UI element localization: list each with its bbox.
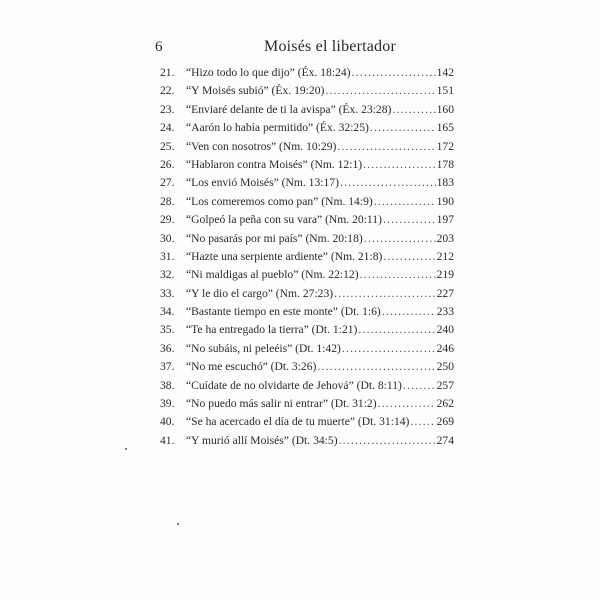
- toc-entry-number: 38.: [160, 378, 175, 392]
- toc-entry: [160, 413, 454, 431]
- toc-entry-title: “Y murió allí Moisés” (Dt. 34:5): [186, 433, 338, 447]
- toc-entry-title: “Bastante tiempo en este monte” (Dt. 1:6): [186, 305, 381, 319]
- toc-entry-title: “Se ha acercado el día de tu muerte” (Dt. 31:14): [186, 415, 410, 429]
- toc-entry-page: 178: [436, 157, 454, 171]
- toc-dot-leader: [410, 413, 435, 431]
- toc-entry-number: 30.: [160, 231, 175, 245]
- toc-dot-leader: [337, 138, 435, 156]
- toc-dot-leader: [352, 64, 436, 82]
- toc-entry-title: “Enviaré delante de ti la avispa” (Éx. 23:28): [186, 102, 392, 116]
- toc-entry-number: 24.: [160, 121, 175, 135]
- toc-entry-number: 41.: [160, 433, 175, 447]
- toc-entry-number: 25.: [160, 139, 175, 153]
- toc-entry-number: 40.: [160, 415, 175, 429]
- toc-entry: [160, 156, 454, 174]
- toc-entry-title: “No puedo más salir ni entrar” (Dt. 31:2): [186, 397, 377, 411]
- toc-entry-title: “Y Moisés subió” (Éx. 19:20): [186, 84, 325, 98]
- toc-entry: [160, 119, 454, 137]
- toc-entry: [160, 101, 454, 119]
- toc-entry: [160, 138, 454, 156]
- toc-entry: [160, 358, 454, 376]
- toc-dot-leader: [358, 321, 435, 339]
- toc-dot-leader: [325, 82, 435, 100]
- toc-entry-page: 203: [436, 231, 454, 245]
- toc-entry-number: 26.: [160, 157, 175, 171]
- toc-dot-leader: [403, 377, 436, 395]
- toc-dot-leader: [339, 432, 436, 450]
- toc-dot-leader: [382, 303, 436, 321]
- toc-entry-page: 274: [436, 433, 454, 447]
- toc-entry-page: 190: [436, 194, 454, 208]
- toc-entry-number: 34.: [160, 305, 175, 319]
- toc-entry: [160, 230, 454, 248]
- toc-entry-number: 36.: [160, 341, 175, 355]
- toc-dot-leader: [317, 358, 435, 376]
- toc-entry-page: 219: [436, 268, 454, 282]
- toc-entry-title: “Hazte una serpiente ardiente” (Nm. 21:8): [186, 249, 383, 263]
- toc-entry-number: 29.: [160, 213, 175, 227]
- toc-dot-leader: [340, 174, 436, 192]
- toc-entry-page: 246: [436, 341, 454, 355]
- toc-entry-title: “Ni maldigas al pueblo” (Nm. 22:12): [186, 268, 359, 282]
- toc-entry-page: 197: [436, 213, 454, 227]
- toc-dot-leader: [363, 156, 436, 174]
- toc-entry-number: 32.: [160, 268, 175, 282]
- toc-entry-number: 21.: [160, 66, 175, 79]
- toc-dot-leader: [334, 285, 435, 303]
- toc-entry-page: 142: [436, 66, 454, 79]
- table-of-contents: [160, 64, 454, 450]
- toc-entry-page: 250: [436, 360, 454, 374]
- toc-entry-number: 22.: [160, 84, 175, 98]
- toc-entry-page: 212: [436, 249, 454, 263]
- toc-entry: [160, 82, 454, 100]
- toc-entry-number: 28.: [160, 194, 175, 208]
- toc-entry: [160, 395, 454, 413]
- toc-entry: [160, 174, 454, 192]
- toc-entry-title: “Los comeremos como pan” (Nm. 14:9): [186, 194, 373, 208]
- paper-speck: [125, 448, 127, 450]
- toc-dot-leader: [383, 211, 436, 229]
- toc-dot-leader: [370, 119, 436, 137]
- toc-entry-page: 233: [436, 305, 454, 319]
- toc-entry: [160, 303, 454, 321]
- toc-entry-title: “Hablaron contra Moisés” (Nm. 12:1): [186, 157, 363, 171]
- toc-entry: [160, 248, 454, 266]
- toc-entry-title: “Cuídate de no olvidarte de Jehová” (Dt. 8:11): [186, 378, 402, 392]
- toc-entry-title: “Hizo todo lo que dijo” (Éx. 18:24): [186, 66, 351, 79]
- toc-entry: [160, 377, 454, 395]
- toc-entry-number: 37.: [160, 360, 175, 374]
- toc-entry-title: “No me escuchó” (Dt. 3:26): [186, 360, 317, 374]
- toc-entry-title: “Ven con nosotros” (Nm. 10:29): [186, 139, 337, 153]
- toc-entry-number: 23.: [160, 102, 175, 116]
- toc-entry-title: “Los envió Moisés” (Nm. 13:17): [186, 176, 339, 190]
- toc-entry-number: 27.: [160, 176, 175, 190]
- toc-entry-page: 269: [436, 415, 454, 429]
- toc-dot-leader: [364, 230, 436, 248]
- toc-dot-leader: [374, 193, 436, 211]
- toc-entry-number: 35.: [160, 323, 175, 337]
- toc-entry-page: 262: [436, 397, 454, 411]
- toc-entry-title: “No pasarás por mi país” (Nm. 20:18): [186, 231, 363, 245]
- toc-entry-title: “Y le dio el cargo” (Nm. 27:23): [186, 286, 334, 300]
- toc-entry-page: 172: [436, 139, 454, 153]
- toc-entry-title: “Aarón lo había permitido” (Éx. 32:25): [186, 121, 369, 135]
- toc-entry: [160, 211, 454, 229]
- toc-entry-title: “Golpeó la peña con su vara” (Nm. 20:11): [186, 213, 382, 227]
- toc-entry: [160, 432, 454, 450]
- toc-entry-page: 165: [436, 121, 454, 135]
- toc-entry-number: 31.: [160, 249, 175, 263]
- toc-entry-number: 33.: [160, 286, 175, 300]
- toc-entry: [160, 285, 454, 303]
- toc-entry: [160, 193, 454, 211]
- running-head-title: Moisés el libertador: [264, 38, 396, 55]
- toc-entry: [160, 266, 454, 284]
- toc-entry-page: 160: [436, 102, 454, 116]
- toc-entry-page: 183: [436, 176, 454, 190]
- page-number: 6: [155, 39, 163, 55]
- toc-entry: [160, 64, 454, 82]
- toc-entry-title: “No subáis, ni peleéis” (Dt. 1:42): [186, 341, 341, 355]
- toc-dot-leader: [378, 395, 436, 413]
- toc-entry-page: 257: [436, 378, 454, 392]
- toc-dot-leader: [342, 340, 436, 358]
- paper-speck: [177, 523, 179, 525]
- toc-entry-title: “Te ha entregado la tierra” (Dt. 1:21): [186, 323, 358, 337]
- toc-entry-page: 151: [436, 84, 454, 98]
- toc-entry: [160, 321, 454, 339]
- toc-entry-page: 227: [436, 286, 454, 300]
- toc-dot-leader: [360, 266, 436, 284]
- toc-dot-leader: [392, 101, 435, 119]
- toc-entry: [160, 340, 454, 358]
- toc-entry-number: 39.: [160, 397, 175, 411]
- toc-dot-leader: [383, 248, 435, 266]
- toc-entry-page: 240: [436, 323, 454, 337]
